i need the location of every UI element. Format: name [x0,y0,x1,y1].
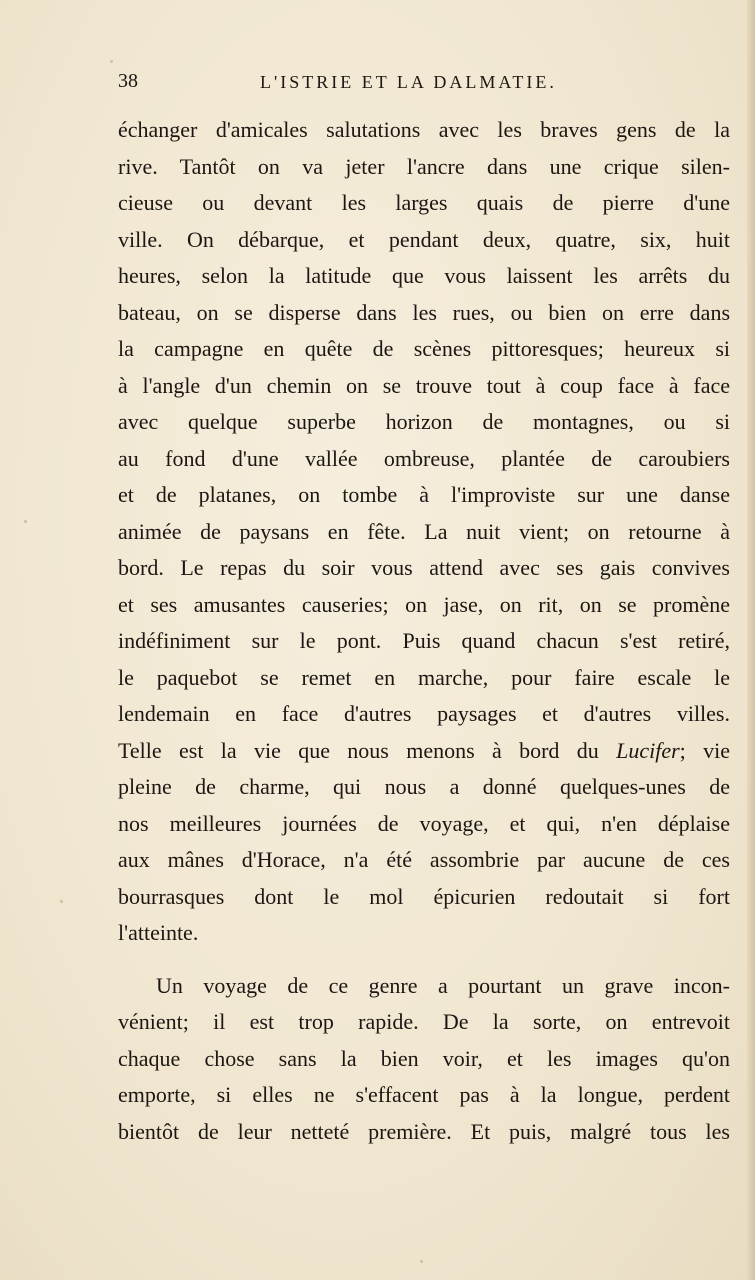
text-line: échanger d'amicales salutations avec les braves gens de la [118,117,730,142]
paper-speck [110,60,113,63]
text-line: bateau, on se disperse dans les rues, ou bien on erre dans [118,299,730,325]
text-line: lendemain en face d'autres paysages et d'autres villes. [118,701,730,726]
paper-speck [24,520,27,523]
text-line: nos meilleures journées de voyage, et qui, n'en déplaise [118,810,730,836]
text-line: rive. Tantôt on va jeter l'ancre dans une crique silen- [118,153,730,179]
page-edge [747,0,755,1280]
text-line: la campagne en quête de scènes pittoresques; heureux si [118,336,730,361]
text-line: animée de paysans en fête. La nuit vient; on retourne à [118,518,730,544]
paper-speck [60,900,63,903]
text-line: indéfiniment sur le pont. Puis quand chacun s'est retiré, [118,628,730,653]
text-line: ville. On débarque, et pendant deux, quatre, six, huit [118,226,730,252]
text-line: et de platanes, on tombe à l'improviste sur une danse [118,482,730,507]
paragraph-1 [118,112,730,952]
text-line: et ses amusantes causeries; on jase, on rit, on se promène [118,591,730,617]
body-text [118,112,730,1150]
paper-speck [420,1260,423,1263]
paragraph-2 [118,968,730,1151]
text-line: heures, selon la latitude que vous laissent les arrêts du [118,263,730,288]
text-line: le paquebot se remet en marche, pour faire escale le [118,664,730,690]
text-line: vénient; il est trop rapide. De la sorte, on entrevoit [118,1009,730,1034]
running-title: L'ISTRIE ET LA DALMATIE. [260,72,557,92]
text-line: pleine de charme, qui nous a donné quelques-unes de [118,774,730,799]
text-line: chaque chose sans la bien voir, et les images qu'on [118,1045,730,1071]
ship-name: Lucifer [616,737,680,763]
text-line: au fond d'une vallée ombreuse, plantée de caroubiers [118,445,730,471]
text-line-with-ship-name [118,733,730,770]
text-line: cieuse ou devant les larges quais de pierre d'une [118,190,730,215]
text-line: aux mânes d'Horace, n'a été assombrie par aucune de ces [118,847,730,872]
text-line: bord. Le repas du soir vous attend avec ses gais convives [118,555,730,580]
text-line: bientôt de leur netteté première. Et puis, malgré tous les [118,1118,730,1144]
text-line: emporte, si elles ne s'effacent pas à la longue, perdent [118,1082,730,1107]
text-fragment: ; vie [679,737,730,763]
text-fragment: Telle est la vie que nous menons à bord du [118,737,617,763]
page-header [118,70,730,100]
page-number: 38 [118,70,138,92]
paragraph-gap [118,952,730,968]
text-line: l'atteinte. [118,920,199,945]
text-line: avec quelque superbe horizon de montagnes, ou si [118,409,730,434]
text-line: à l'angle d'un chemin on se trouve tout à coup face à face [118,372,730,398]
text-line: bourrasques dont le mol épicurien redoutait si fort [118,883,730,909]
text-line: Un voyage de ce genre a pourtant un grave incon- [156,972,730,998]
